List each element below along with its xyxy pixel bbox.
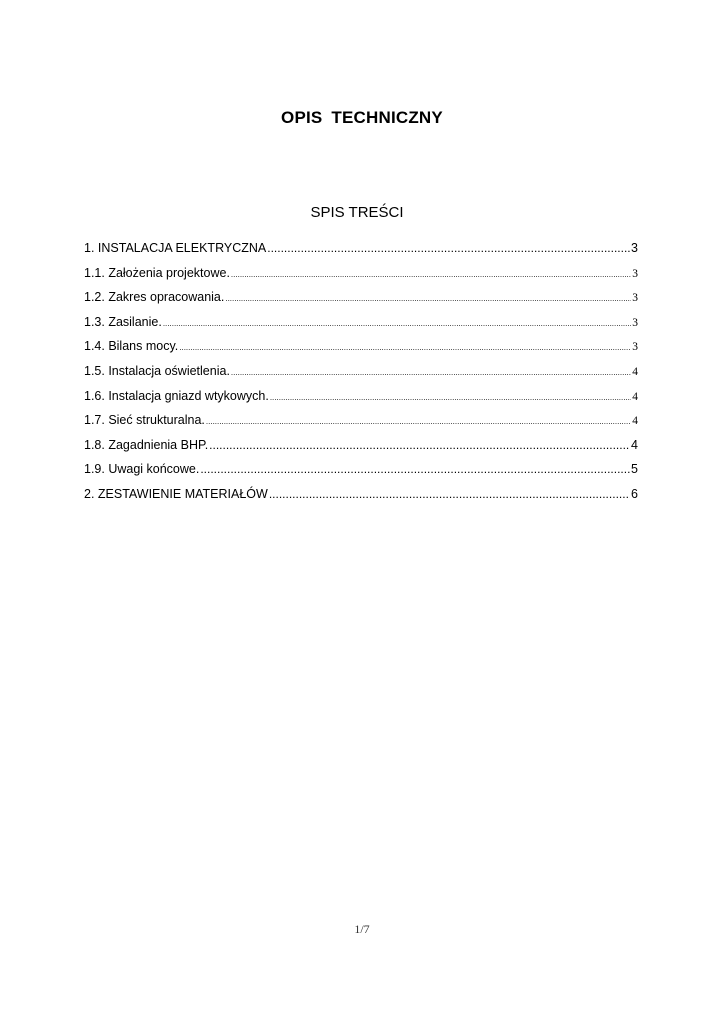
toc-entry-label: 1.6. Instalacja gniazd wtykowych. [84,388,269,403]
toc-entry-label: 1.4. Bilans mocy. [84,339,179,354]
toc-heading: SPIS TREŚCI [310,204,404,221]
toc-entry-page: 6 [631,486,638,501]
toc-entry-page: 3 [631,241,638,255]
toc-dot-leader [200,457,630,482]
toc-entry-label: 1.7. Sieć strukturalna. [84,413,205,428]
toc-entry-label: 1.5. Instalacja oświetlenia. [84,363,230,378]
toc-dot-leader [270,386,631,411]
toc-entry-label: 1.8. Zagadnienia BHP. [84,437,209,452]
toc-entry-label: 1.2. Zakres opracowania. [84,290,225,305]
toc-entry-label: 2. ZESTAWIENIE MATERIAŁÓW [84,486,268,501]
toc-entry-page: 4 [632,365,638,378]
toc-entry-page: 4 [631,437,638,452]
toc-dot-leader [163,312,631,337]
toc-dot-leader [269,482,630,507]
toc-entry[interactable] [84,457,638,482]
toc-entry-page: 3 [632,292,638,305]
toc-entry-page: 3 [632,267,638,280]
toc-entry[interactable] [84,482,638,507]
toc-entry[interactable] [84,433,638,458]
toc-entry-label: 1.9. Uwagi końcowe. [84,462,200,477]
toc-entry-label: 1. INSTALACJA ELEKTRYCZNA [84,241,267,255]
toc-entry[interactable] [84,285,638,310]
toc-entry[interactable] [84,334,638,359]
toc-dot-leader [206,410,631,435]
toc-entry[interactable] [84,384,638,409]
toc-entry-label: 1.1. Założenia projektowe. [84,265,230,280]
toc-dot-leader [225,287,631,312]
table-of-contents [84,236,638,507]
toc-entry[interactable] [84,359,638,384]
toc-dot-leader [231,361,631,386]
toc-entry-label: 1.3. Zasilanie. [84,314,162,329]
toc-entry[interactable] [84,408,638,433]
toc-entry[interactable] [84,261,638,286]
toc-dot-leader [267,236,630,261]
toc-dot-leader [231,263,631,288]
toc-entry[interactable] [84,310,638,335]
toc-entry-page: 4 [632,390,638,403]
toc-dot-leader [179,336,631,361]
page-number: 1/7 [354,922,370,936]
toc-dot-leader [209,433,630,458]
toc-entry-page: 3 [632,316,638,329]
toc-entry[interactable] [84,236,638,261]
toc-entry-page: 3 [632,341,638,354]
toc-entry-page: 5 [631,462,638,477]
toc-entry-page: 4 [632,415,638,428]
document-title: OPIS TECHNICZNY [281,108,443,127]
